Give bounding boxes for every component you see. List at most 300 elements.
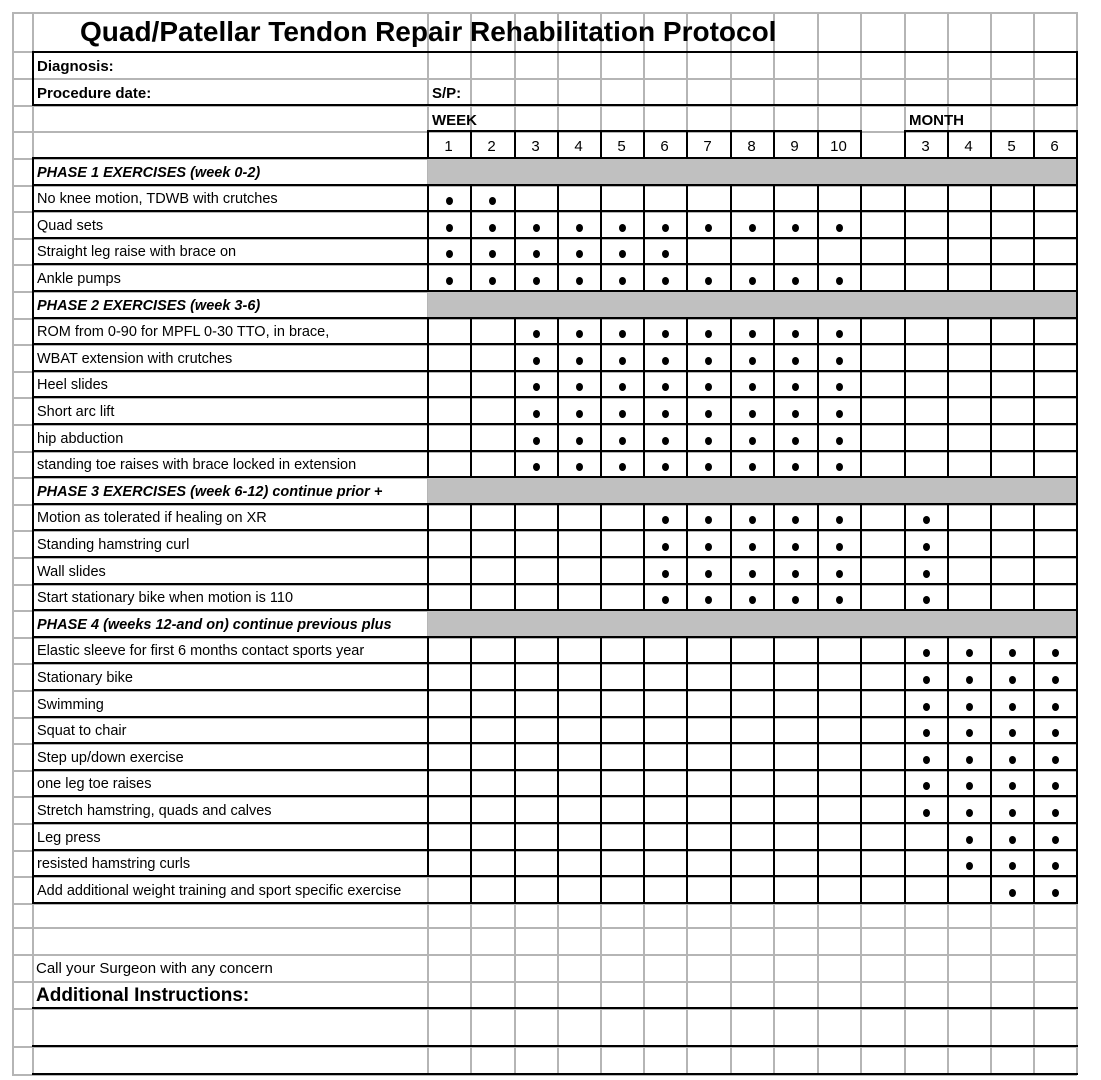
schedule-cell[interactable] — [686, 850, 730, 876]
schedule-cell[interactable] — [470, 371, 514, 397]
schedule-cell[interactable] — [990, 557, 1033, 584]
schedule-cell[interactable] — [904, 318, 947, 344]
schedule-cell[interactable] — [643, 264, 686, 291]
schedule-cell[interactable] — [730, 584, 773, 610]
schedule-cell[interactable] — [730, 424, 773, 451]
schedule-cell[interactable] — [427, 717, 470, 743]
schedule-cell[interactable] — [600, 663, 643, 690]
schedule-cell[interactable] — [470, 663, 514, 690]
schedule-cell[interactable] — [686, 504, 730, 530]
schedule-cell[interactable] — [990, 690, 1033, 717]
schedule-cell[interactable] — [773, 717, 817, 743]
schedule-cell[interactable] — [990, 185, 1033, 211]
schedule-cell[interactable] — [514, 185, 557, 211]
schedule-cell[interactable] — [557, 530, 600, 557]
schedule-cell[interactable] — [514, 850, 557, 876]
schedule-cell[interactable] — [773, 264, 817, 291]
schedule-cell[interactable] — [470, 185, 514, 211]
schedule-cell[interactable] — [817, 451, 860, 477]
schedule-cell[interactable] — [817, 371, 860, 397]
schedule-cell[interactable] — [990, 796, 1033, 823]
schedule-cell[interactable] — [730, 557, 773, 584]
schedule-cell[interactable] — [557, 637, 600, 663]
schedule-cell[interactable] — [817, 424, 860, 451]
schedule-cell[interactable] — [427, 850, 470, 876]
schedule-cell[interactable] — [860, 424, 904, 451]
schedule-cell[interactable] — [557, 371, 600, 397]
schedule-cell[interactable] — [730, 743, 773, 770]
schedule-cell[interactable] — [990, 663, 1033, 690]
schedule-cell[interactable] — [557, 504, 600, 530]
schedule-cell[interactable] — [1033, 264, 1076, 291]
schedule-cell[interactable] — [427, 344, 470, 371]
schedule-cell[interactable] — [990, 344, 1033, 371]
schedule-cell[interactable] — [904, 371, 947, 397]
schedule-cell[interactable] — [600, 504, 643, 530]
schedule-cell[interactable] — [947, 504, 990, 530]
schedule-cell[interactable] — [557, 451, 600, 477]
schedule-cell[interactable] — [427, 238, 470, 264]
schedule-cell[interactable] — [817, 185, 860, 211]
schedule-cell[interactable] — [1033, 451, 1076, 477]
schedule-cell[interactable] — [600, 823, 643, 850]
schedule-cell[interactable] — [817, 264, 860, 291]
schedule-cell[interactable] — [427, 876, 470, 903]
schedule-cell[interactable] — [990, 850, 1033, 876]
schedule-cell[interactable] — [514, 211, 557, 238]
schedule-cell[interactable] — [947, 637, 990, 663]
schedule-cell[interactable] — [643, 557, 686, 584]
schedule-cell[interactable] — [557, 876, 600, 903]
schedule-cell[interactable] — [817, 717, 860, 743]
schedule-cell[interactable] — [514, 371, 557, 397]
schedule-cell[interactable] — [947, 823, 990, 850]
schedule-cell[interactable] — [860, 876, 904, 903]
schedule-cell[interactable] — [686, 743, 730, 770]
schedule-cell[interactable] — [643, 663, 686, 690]
schedule-cell[interactable] — [1033, 690, 1076, 717]
schedule-cell[interactable] — [990, 371, 1033, 397]
schedule-cell[interactable] — [904, 743, 947, 770]
schedule-cell[interactable] — [904, 557, 947, 584]
schedule-cell[interactable] — [1033, 397, 1076, 424]
schedule-cell[interactable] — [643, 185, 686, 211]
schedule-cell[interactable] — [514, 238, 557, 264]
schedule-cell[interactable] — [470, 238, 514, 264]
schedule-cell[interactable] — [1033, 211, 1076, 238]
schedule-cell[interactable] — [514, 557, 557, 584]
schedule-cell[interactable] — [773, 371, 817, 397]
schedule-cell[interactable] — [600, 796, 643, 823]
schedule-cell[interactable] — [730, 318, 773, 344]
schedule-cell[interactable] — [600, 451, 643, 477]
schedule-cell[interactable] — [470, 530, 514, 557]
schedule-cell[interactable] — [1033, 504, 1076, 530]
schedule-cell[interactable] — [427, 397, 470, 424]
schedule-cell[interactable] — [817, 238, 860, 264]
schedule-cell[interactable] — [427, 318, 470, 344]
schedule-cell[interactable] — [470, 850, 514, 876]
schedule-cell[interactable] — [1033, 796, 1076, 823]
schedule-cell[interactable] — [860, 530, 904, 557]
schedule-cell[interactable] — [817, 318, 860, 344]
schedule-cell[interactable] — [643, 637, 686, 663]
schedule-cell[interactable] — [990, 397, 1033, 424]
schedule-cell[interactable] — [470, 584, 514, 610]
schedule-cell[interactable] — [947, 876, 990, 903]
schedule-cell[interactable] — [947, 690, 990, 717]
schedule-cell[interactable] — [817, 211, 860, 238]
schedule-cell[interactable] — [947, 557, 990, 584]
schedule-cell[interactable] — [990, 823, 1033, 850]
schedule-cell[interactable] — [773, 211, 817, 238]
schedule-cell[interactable] — [643, 424, 686, 451]
schedule-cell[interactable] — [904, 876, 947, 903]
schedule-cell[interactable] — [600, 238, 643, 264]
schedule-cell[interactable] — [773, 504, 817, 530]
schedule-cell[interactable] — [730, 185, 773, 211]
schedule-cell[interactable] — [470, 770, 514, 796]
schedule-cell[interactable] — [860, 238, 904, 264]
schedule-cell[interactable] — [773, 185, 817, 211]
schedule-cell[interactable] — [643, 238, 686, 264]
schedule-cell[interactable] — [947, 584, 990, 610]
schedule-cell[interactable] — [990, 424, 1033, 451]
schedule-cell[interactable] — [990, 238, 1033, 264]
schedule-cell[interactable] — [643, 504, 686, 530]
schedule-cell[interactable] — [1033, 185, 1076, 211]
schedule-cell[interactable] — [860, 584, 904, 610]
schedule-cell[interactable] — [1033, 717, 1076, 743]
schedule-cell[interactable] — [643, 743, 686, 770]
schedule-cell[interactable] — [470, 264, 514, 291]
schedule-cell[interactable] — [860, 318, 904, 344]
schedule-cell[interactable] — [427, 796, 470, 823]
schedule-cell[interactable] — [904, 663, 947, 690]
schedule-cell[interactable] — [643, 530, 686, 557]
schedule-cell[interactable] — [990, 504, 1033, 530]
schedule-cell[interactable] — [600, 584, 643, 610]
schedule-cell[interactable] — [514, 770, 557, 796]
schedule-cell[interactable] — [1033, 344, 1076, 371]
schedule-cell[interactable] — [514, 397, 557, 424]
schedule-cell[interactable] — [600, 770, 643, 796]
schedule-cell[interactable] — [1033, 637, 1076, 663]
schedule-cell[interactable] — [904, 584, 947, 610]
schedule-cell[interactable] — [643, 211, 686, 238]
schedule-cell[interactable] — [947, 371, 990, 397]
schedule-cell[interactable] — [427, 371, 470, 397]
schedule-cell[interactable] — [557, 823, 600, 850]
schedule-cell[interactable] — [860, 823, 904, 850]
schedule-cell[interactable] — [514, 743, 557, 770]
schedule-cell[interactable] — [773, 318, 817, 344]
schedule-cell[interactable] — [686, 451, 730, 477]
schedule-cell[interactable] — [686, 770, 730, 796]
schedule-cell[interactable] — [514, 690, 557, 717]
schedule-cell[interactable] — [686, 530, 730, 557]
schedule-cell[interactable] — [600, 690, 643, 717]
schedule-cell[interactable] — [990, 530, 1033, 557]
schedule-cell[interactable] — [686, 796, 730, 823]
schedule-cell[interactable] — [514, 264, 557, 291]
schedule-cell[interactable] — [557, 796, 600, 823]
schedule-cell[interactable] — [427, 557, 470, 584]
schedule-cell[interactable] — [947, 796, 990, 823]
schedule-cell[interactable] — [904, 344, 947, 371]
schedule-cell[interactable] — [686, 318, 730, 344]
schedule-cell[interactable] — [557, 264, 600, 291]
schedule-cell[interactable] — [1033, 584, 1076, 610]
schedule-cell[interactable] — [773, 397, 817, 424]
schedule-cell[interactable] — [860, 743, 904, 770]
schedule-cell[interactable] — [730, 876, 773, 903]
schedule-cell[interactable] — [557, 397, 600, 424]
schedule-cell[interactable] — [600, 743, 643, 770]
schedule-cell[interactable] — [600, 397, 643, 424]
additional-instructions-line-2[interactable] — [32, 1046, 1076, 1074]
schedule-cell[interactable] — [643, 717, 686, 743]
schedule-cell[interactable] — [730, 238, 773, 264]
schedule-cell[interactable] — [557, 424, 600, 451]
schedule-cell[interactable] — [427, 584, 470, 610]
schedule-cell[interactable] — [904, 211, 947, 238]
schedule-cell[interactable] — [686, 823, 730, 850]
schedule-cell[interactable] — [1033, 424, 1076, 451]
schedule-cell[interactable] — [557, 557, 600, 584]
schedule-cell[interactable] — [947, 344, 990, 371]
schedule-cell[interactable] — [427, 185, 470, 211]
schedule-cell[interactable] — [557, 663, 600, 690]
schedule-cell[interactable] — [730, 371, 773, 397]
schedule-cell[interactable] — [817, 796, 860, 823]
schedule-cell[interactable] — [1033, 318, 1076, 344]
schedule-cell[interactable] — [557, 717, 600, 743]
schedule-cell[interactable] — [686, 584, 730, 610]
schedule-cell[interactable] — [427, 823, 470, 850]
schedule-cell[interactable] — [514, 796, 557, 823]
schedule-cell[interactable] — [686, 690, 730, 717]
schedule-cell[interactable] — [860, 637, 904, 663]
schedule-cell[interactable] — [643, 451, 686, 477]
schedule-cell[interactable] — [514, 530, 557, 557]
schedule-cell[interactable] — [427, 211, 470, 238]
schedule-cell[interactable] — [990, 211, 1033, 238]
schedule-cell[interactable] — [947, 663, 990, 690]
schedule-cell[interactable] — [600, 424, 643, 451]
schedule-cell[interactable] — [860, 850, 904, 876]
schedule-cell[interactable] — [643, 876, 686, 903]
schedule-cell[interactable] — [643, 318, 686, 344]
schedule-cell[interactable] — [860, 770, 904, 796]
schedule-cell[interactable] — [514, 876, 557, 903]
schedule-cell[interactable] — [947, 451, 990, 477]
schedule-cell[interactable] — [904, 850, 947, 876]
schedule-cell[interactable] — [990, 584, 1033, 610]
schedule-cell[interactable] — [686, 371, 730, 397]
schedule-cell[interactable] — [817, 637, 860, 663]
schedule-cell[interactable] — [557, 743, 600, 770]
schedule-cell[interactable] — [730, 451, 773, 477]
schedule-cell[interactable] — [427, 530, 470, 557]
schedule-cell[interactable] — [904, 690, 947, 717]
schedule-cell[interactable] — [990, 318, 1033, 344]
schedule-cell[interactable] — [904, 504, 947, 530]
schedule-cell[interactable] — [557, 318, 600, 344]
schedule-cell[interactable] — [904, 717, 947, 743]
schedule-cell[interactable] — [860, 557, 904, 584]
schedule-cell[interactable] — [990, 264, 1033, 291]
schedule-cell[interactable] — [470, 796, 514, 823]
schedule-cell[interactable] — [600, 530, 643, 557]
schedule-cell[interactable] — [470, 318, 514, 344]
schedule-cell[interactable] — [860, 451, 904, 477]
schedule-cell[interactable] — [990, 451, 1033, 477]
schedule-cell[interactable] — [860, 264, 904, 291]
schedule-cell[interactable] — [1033, 850, 1076, 876]
schedule-cell[interactable] — [730, 796, 773, 823]
schedule-cell[interactable] — [947, 211, 990, 238]
schedule-cell[interactable] — [904, 424, 947, 451]
schedule-cell[interactable] — [860, 185, 904, 211]
schedule-cell[interactable] — [730, 850, 773, 876]
schedule-cell[interactable] — [947, 717, 990, 743]
schedule-cell[interactable] — [1033, 530, 1076, 557]
schedule-cell[interactable] — [686, 211, 730, 238]
schedule-cell[interactable] — [730, 211, 773, 238]
schedule-cell[interactable] — [947, 185, 990, 211]
schedule-cell[interactable] — [773, 424, 817, 451]
schedule-cell[interactable] — [730, 690, 773, 717]
schedule-cell[interactable] — [860, 371, 904, 397]
schedule-cell[interactable] — [686, 717, 730, 743]
schedule-cell[interactable] — [1033, 823, 1076, 850]
schedule-cell[interactable] — [773, 584, 817, 610]
schedule-cell[interactable] — [686, 876, 730, 903]
additional-instructions-line-1[interactable] — [32, 1009, 1076, 1043]
schedule-cell[interactable] — [773, 796, 817, 823]
schedule-cell[interactable] — [600, 876, 643, 903]
schedule-cell[interactable] — [643, 371, 686, 397]
schedule-cell[interactable] — [643, 770, 686, 796]
schedule-cell[interactable] — [860, 211, 904, 238]
schedule-cell[interactable] — [600, 264, 643, 291]
schedule-cell[interactable] — [427, 770, 470, 796]
schedule-cell[interactable] — [686, 185, 730, 211]
schedule-cell[interactable] — [730, 823, 773, 850]
schedule-cell[interactable] — [947, 743, 990, 770]
schedule-cell[interactable] — [817, 770, 860, 796]
schedule-cell[interactable] — [470, 397, 514, 424]
schedule-cell[interactable] — [557, 690, 600, 717]
schedule-cell[interactable] — [600, 637, 643, 663]
schedule-cell[interactable] — [470, 344, 514, 371]
schedule-cell[interactable] — [514, 663, 557, 690]
schedule-cell[interactable] — [1033, 371, 1076, 397]
schedule-cell[interactable] — [773, 823, 817, 850]
schedule-cell[interactable] — [686, 557, 730, 584]
schedule-cell[interactable] — [1033, 743, 1076, 770]
schedule-cell[interactable] — [686, 344, 730, 371]
schedule-cell[interactable] — [730, 397, 773, 424]
schedule-cell[interactable] — [947, 264, 990, 291]
schedule-cell[interactable] — [514, 318, 557, 344]
schedule-cell[interactable] — [686, 663, 730, 690]
schedule-cell[interactable] — [860, 690, 904, 717]
schedule-cell[interactable] — [990, 770, 1033, 796]
schedule-cell[interactable] — [817, 504, 860, 530]
schedule-cell[interactable] — [600, 371, 643, 397]
schedule-cell[interactable] — [557, 584, 600, 610]
schedule-cell[interactable] — [557, 211, 600, 238]
schedule-cell[interactable] — [470, 876, 514, 903]
schedule-cell[interactable] — [643, 823, 686, 850]
schedule-cell[interactable] — [427, 663, 470, 690]
schedule-cell[interactable] — [600, 344, 643, 371]
schedule-cell[interactable] — [514, 504, 557, 530]
schedule-cell[interactable] — [904, 264, 947, 291]
schedule-cell[interactable] — [686, 264, 730, 291]
schedule-cell[interactable] — [514, 823, 557, 850]
schedule-cell[interactable] — [860, 796, 904, 823]
schedule-cell[interactable] — [947, 530, 990, 557]
schedule-cell[interactable] — [817, 850, 860, 876]
schedule-cell[interactable] — [904, 238, 947, 264]
schedule-cell[interactable] — [817, 344, 860, 371]
schedule-cell[interactable] — [730, 637, 773, 663]
schedule-cell[interactable] — [730, 504, 773, 530]
schedule-cell[interactable] — [470, 690, 514, 717]
schedule-cell[interactable] — [514, 344, 557, 371]
schedule-cell[interactable] — [470, 451, 514, 477]
schedule-cell[interactable] — [904, 530, 947, 557]
schedule-cell[interactable] — [773, 876, 817, 903]
schedule-cell[interactable] — [427, 690, 470, 717]
schedule-cell[interactable] — [514, 424, 557, 451]
schedule-cell[interactable] — [947, 424, 990, 451]
schedule-cell[interactable] — [904, 397, 947, 424]
schedule-cell[interactable] — [514, 451, 557, 477]
schedule-cell[interactable] — [730, 663, 773, 690]
schedule-cell[interactable] — [600, 211, 643, 238]
schedule-cell[interactable] — [643, 796, 686, 823]
schedule-cell[interactable] — [817, 743, 860, 770]
schedule-cell[interactable] — [947, 770, 990, 796]
schedule-cell[interactable] — [1033, 663, 1076, 690]
schedule-cell[interactable] — [557, 185, 600, 211]
schedule-cell[interactable] — [773, 637, 817, 663]
schedule-cell[interactable] — [557, 344, 600, 371]
schedule-cell[interactable] — [600, 185, 643, 211]
schedule-cell[interactable] — [817, 823, 860, 850]
schedule-cell[interactable] — [730, 264, 773, 291]
schedule-cell[interactable] — [514, 584, 557, 610]
schedule-cell[interactable] — [427, 424, 470, 451]
schedule-cell[interactable] — [686, 238, 730, 264]
schedule-cell[interactable] — [600, 717, 643, 743]
schedule-cell[interactable] — [817, 690, 860, 717]
schedule-cell[interactable] — [773, 557, 817, 584]
schedule-cell[interactable] — [817, 584, 860, 610]
schedule-cell[interactable] — [427, 637, 470, 663]
schedule-cell[interactable] — [643, 850, 686, 876]
schedule-cell[interactable] — [427, 743, 470, 770]
schedule-cell[interactable] — [643, 690, 686, 717]
schedule-cell[interactable] — [557, 770, 600, 796]
schedule-cell[interactable] — [860, 504, 904, 530]
schedule-cell[interactable] — [643, 397, 686, 424]
schedule-cell[interactable] — [686, 424, 730, 451]
